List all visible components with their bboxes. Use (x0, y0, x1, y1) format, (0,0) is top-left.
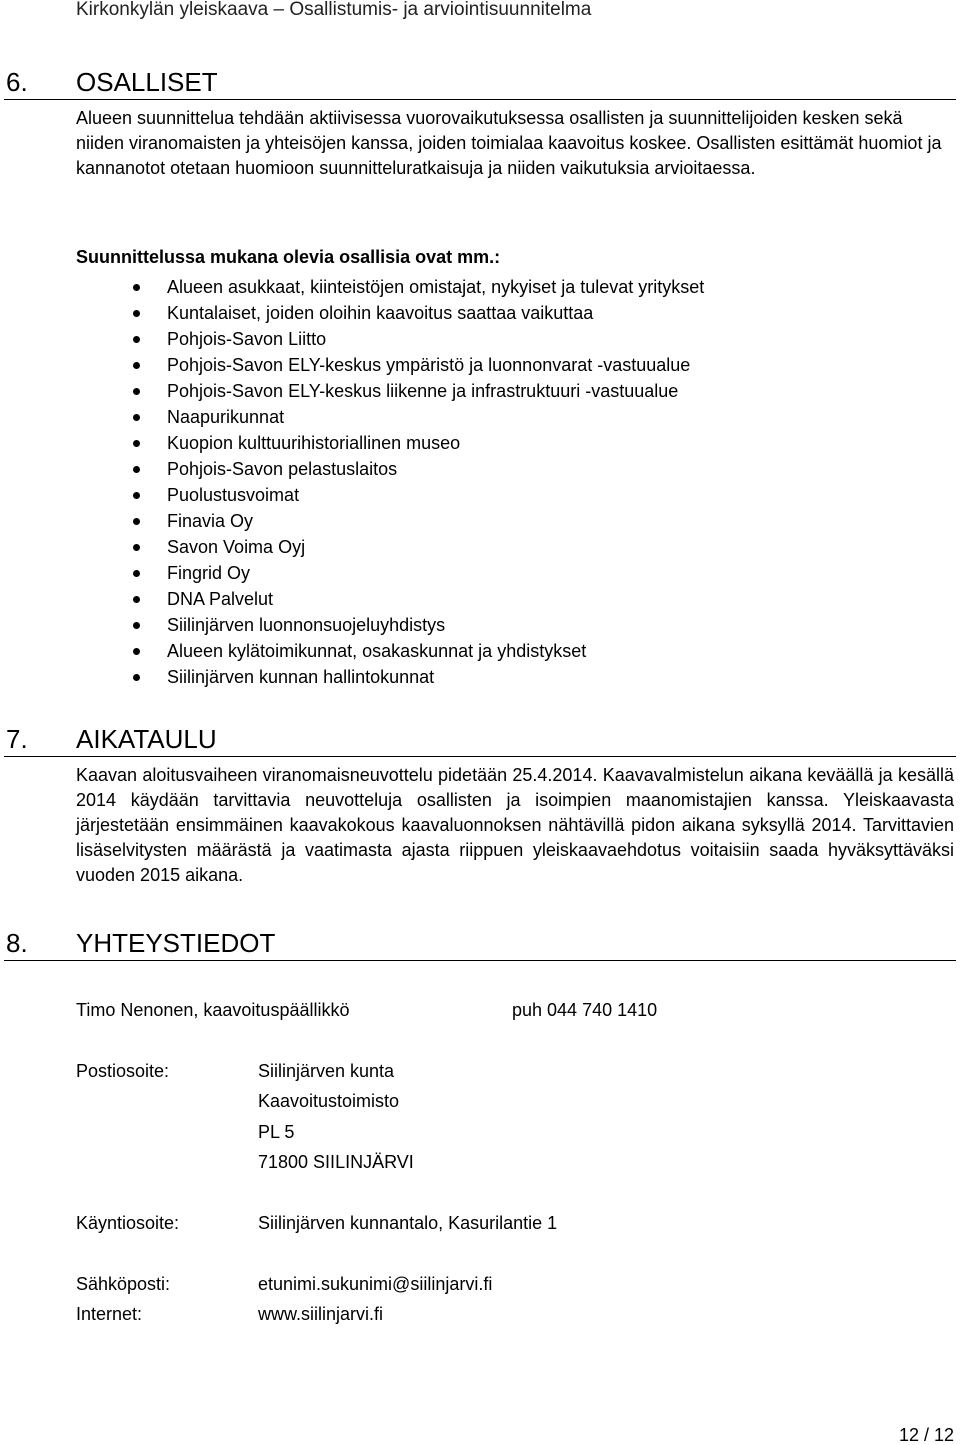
list-item: DNA Palvelut (126, 586, 886, 612)
section-title: AIKATAULU (76, 724, 217, 754)
list-item: Kuntalaiset, joiden oloihin kaavoitus saattaa vaikuttaa (126, 300, 886, 326)
bullet-icon (133, 440, 140, 447)
contact-phone: puh 044 740 1410 (512, 1000, 658, 1020)
section-divider (4, 756, 956, 757)
list-item: Pohjois-Savon ELY-keskus liikenne ja infrastruktuuri -vastuualue (126, 378, 886, 404)
list-item: Fingrid Oy (126, 560, 886, 586)
list-item: Savon Voima Oyj (126, 534, 886, 560)
bullet-icon (133, 362, 140, 369)
postal-line: PL 5 (258, 1122, 295, 1142)
bullet-icon (133, 284, 140, 291)
section-heading-yhteystiedot (4, 928, 956, 958)
bullet-icon (133, 596, 140, 603)
page-number: 12 / 12 (898, 1425, 954, 1445)
section-heading-aikataulu (4, 724, 956, 754)
bullet-icon (133, 648, 140, 655)
aikataulu-body: Kaavan aloitusvaiheen viranomaisneuvottelu pidetään 25.4.2014. Kaavavalmistelun aikana keväällä ja kesällä 2014 käydään tarvittavia neuvotteluja osallisten ja isoimpien maanomistajien kanssa. Yleiskaavasta järjestetään ensimmäinen kaavakokous kaavaluonnoksen nähtävillä pidon aikana syksyllä 2014. Tarvittavien lisäselvitysten määrästä ja vaatimasta ajasta riippuen yleiskaavaehdotus voitaisiin saada hyväksyttäväksi vuoden 2015 aikana. (76, 765, 954, 885)
bullet-icon (133, 336, 140, 343)
bullet-icon (133, 570, 140, 577)
bullet-icon (133, 674, 140, 681)
osalliset-intro: Alueen suunnittelua tehdään aktiivisessa vuorovaikutuksessa osallisten ja suunnittelijoiden kesken sekä niiden viranomaisten ja yhteisöjen kanssa, joiden toimialaa kaavoitus koskee. Osallisten esittämät huomiot ja kannanotot otetaan huomioon suunnitteluratkaisuja ja niiden vaikutuksia arvioitaessa. (76, 108, 942, 178)
list-item: Pohjois-Savon pelastuslaitos (126, 456, 886, 482)
bullet-icon (133, 622, 140, 629)
list-item: Finavia Oy (126, 508, 886, 534)
email-label: Sähköposti: (76, 1274, 171, 1294)
visit-address: Siilinjärven kunnantalo, Kasurilantie 1 (258, 1213, 558, 1233)
email-value: etunimi.sukunimi@siilinjarvi.fi (258, 1274, 493, 1294)
list-item: Alueen kylätoimikunnat, osakaskunnat ja yhdistykset (126, 638, 886, 664)
bullet-icon (133, 518, 140, 525)
bullet-icon (133, 310, 140, 317)
postal-line: Siilinjärven kunta (258, 1061, 395, 1081)
postal-line: 71800 SIILINJÄRVI (258, 1152, 414, 1172)
list-item: Pohjois-Savon ELY-keskus ympäristö ja luonnonvarat -vastuualue (126, 352, 886, 378)
running-header: Kirkonkylän yleiskaava – Osallistumis- ja arviointisuunnitelma (76, 0, 592, 20)
list-item: Siilinjärven luonnonsuojeluyhdistys (126, 612, 886, 638)
section-number: 6. (6, 67, 28, 97)
web-label: Internet: (76, 1304, 143, 1324)
contact-name: Timo Nenonen, kaavoituspäällikkö (76, 1000, 350, 1020)
section-title: YHTEYSTIEDOT (76, 928, 276, 958)
bullet-icon (133, 414, 140, 421)
section-divider (4, 960, 956, 961)
web-value: www.siilinjarvi.fi (258, 1304, 384, 1324)
list-item: Pohjois-Savon Liitto (126, 326, 886, 352)
section-title: OSALLISET (76, 67, 218, 97)
bullet-icon (133, 388, 140, 395)
section-number: 7. (6, 724, 28, 754)
list-item: Puolustusvoimat (126, 482, 886, 508)
section-heading-osalliset (4, 67, 956, 97)
list-item: Naapurikunnat (126, 404, 886, 430)
bullet-icon (133, 544, 140, 551)
section-divider (4, 99, 956, 100)
list-item: Alueen asukkaat, kiinteistöjen omistajat, nykyiset ja tulevat yritykset (126, 274, 886, 300)
section-number: 8. (6, 928, 28, 958)
osalliset-list-heading: Suunnittelussa mukana olevia osallisia ovat mm.: (76, 247, 501, 267)
bullet-icon (133, 466, 140, 473)
postal-label: Postiosoite: (76, 1061, 170, 1081)
list-item: Kuopion kulttuurihistoriallinen museo (126, 430, 886, 456)
postal-line: Kaavoitustoimisto (258, 1091, 400, 1111)
list-item: Siilinjärven kunnan hallintokunnat (126, 664, 886, 690)
bullet-icon (133, 492, 140, 499)
osalliset-list (126, 274, 886, 690)
visit-label: Käyntiosoite: (76, 1213, 180, 1233)
